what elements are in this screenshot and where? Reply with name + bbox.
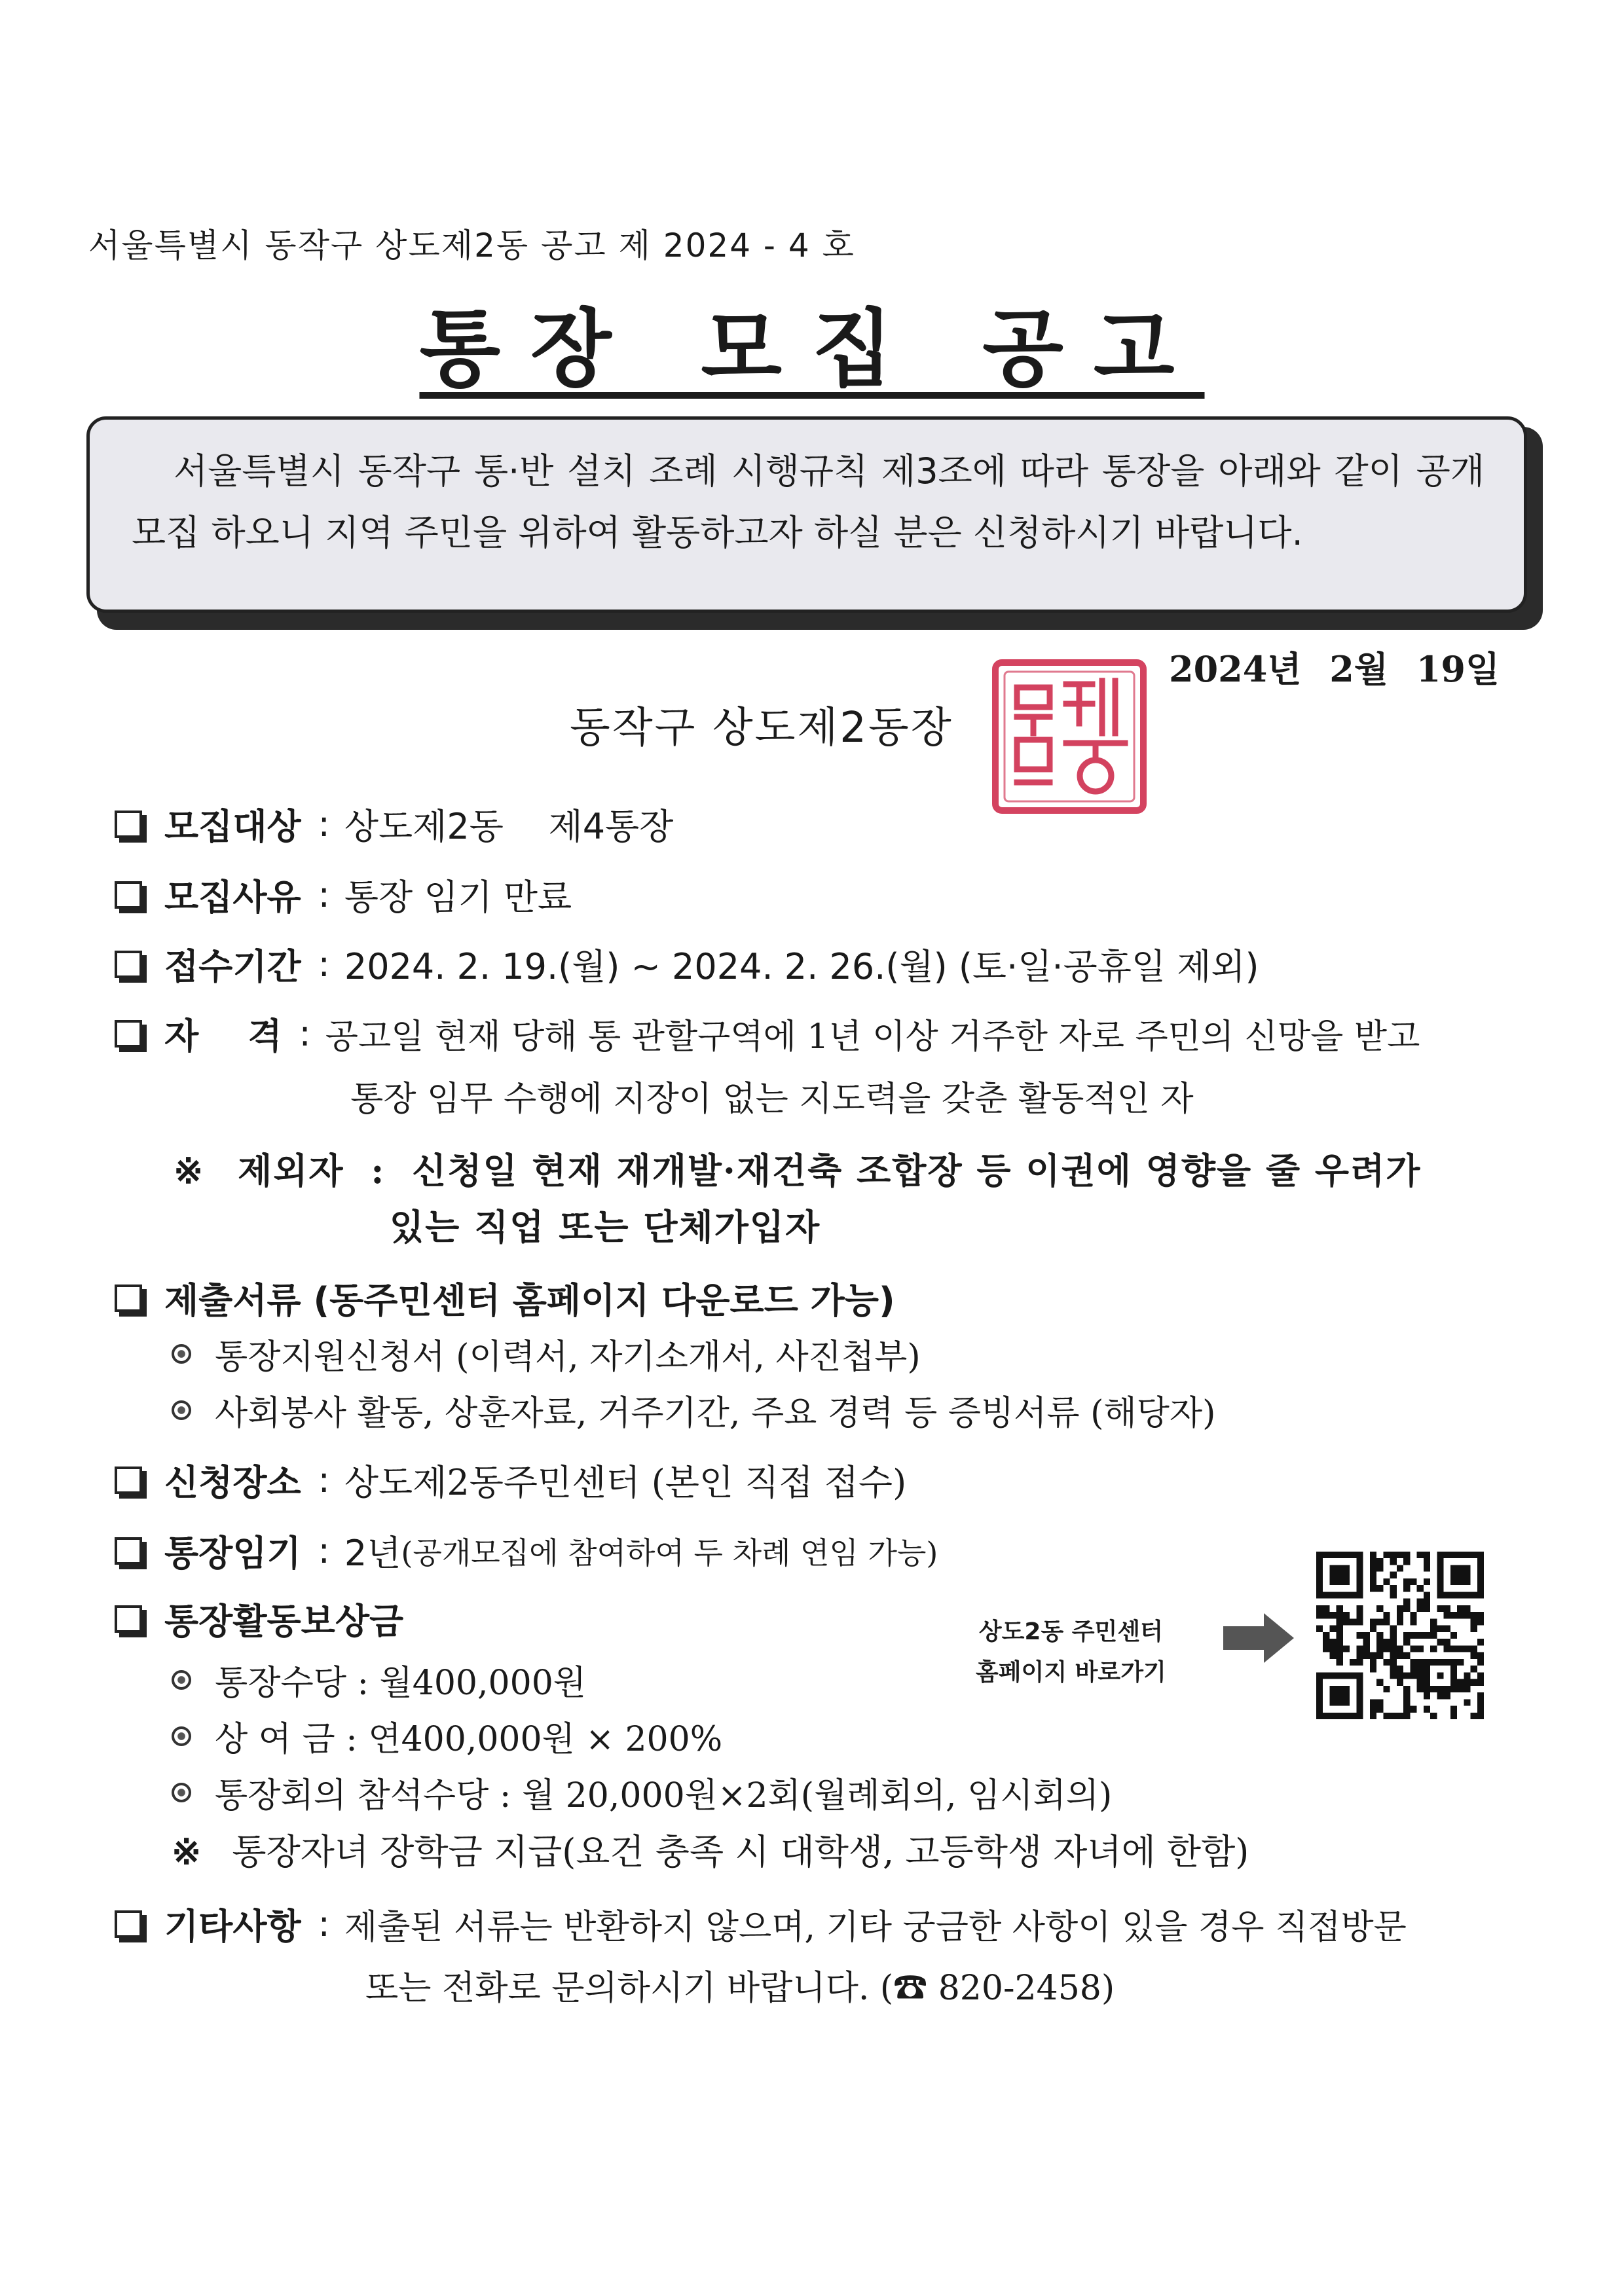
item-label: 기타사항 xyxy=(164,1906,301,1947)
term-value: 2년 xyxy=(344,1533,401,1574)
term-note: (공개모집에 참여하여 두 차례 연임 가능) xyxy=(401,1535,938,1571)
bullet-text: 사회봉사 활동, 상훈자료, 거주기간, 주요 경력 등 증빙서류 (해당자) xyxy=(215,1394,1216,1433)
document-number: 서울특별시 동작구 상도제2동 공고 제 2024 - 4 호 xyxy=(88,227,855,264)
compensation-bullet xyxy=(172,1768,1112,1817)
checkbox-icon xyxy=(115,1467,142,1494)
page-title: 통장 모집 공고 xyxy=(419,301,1205,398)
bullet-text: 통장수당 : 월400,000원 xyxy=(215,1664,587,1703)
qualification-line2: 통장 임무 수행에 지장이 없는 지도력을 갖춘 활동적인 자 xyxy=(350,1080,1194,1119)
item-value: 2024. 2. 19.(월) ~ 2024. 2. 26.(월) (토·일·공휴일 제외) xyxy=(344,946,1259,987)
bullet-text: 통장지원신청서 (이력서, 자기소개서, 사진첩부) xyxy=(215,1338,921,1377)
bullet-icon xyxy=(172,1344,191,1364)
item-label: 자 격 xyxy=(164,1015,282,1057)
qr-code-icon[interactable] xyxy=(1316,1552,1484,1719)
checkbox-icon xyxy=(115,1020,142,1048)
compensation-bullet xyxy=(172,1711,722,1760)
item-value-line1: 공고일 현재 당해 통 관할구역에 1년 이상 거주한 자로 주민의 신망을 받고 xyxy=(325,1017,1420,1057)
item-value: 통장 임기 만료 xyxy=(344,877,572,918)
issuer-name: 동작구 상도제2동장 xyxy=(570,704,953,752)
checkbox-icon xyxy=(115,811,142,838)
item-application-period: 접수기간 : 2024. 2. 19.(월) ~ 2024. 2. 26.(월) (토·일·공휴일 제외) xyxy=(115,939,1259,989)
bullet-icon xyxy=(172,1726,191,1746)
official-seal-icon xyxy=(987,655,1151,818)
item-label: 제출서류 (동주민센터 홈페이지 다운로드 가능) xyxy=(164,1280,895,1321)
scholarship-note-text: 통장자녀 장학금 지급(요건 충족 시 대학생, 고등학생 자녀에 한함) xyxy=(232,1831,1249,1872)
notice-date: 2024년 2월 19일 xyxy=(1169,648,1500,690)
item-label: 접수기간 xyxy=(164,946,301,987)
document-bullet xyxy=(172,1385,1215,1434)
item-other: 기타사항 : 제출된 서류는 반환하지 않으며, 기타 궁금한 사항이 있을 경우 직접방문 xyxy=(115,1899,1407,1949)
exclusion-note: ※ 제외자 : 신청일 현재 재개발·재건축 조합장 등 이권에 영향을 줄 우려가 xyxy=(174,1150,1422,1192)
item-qualification: 자 격 : 공고일 현재 당해 통 관할구역에 1년 이상 거주한 자로 주민의 신망을 받고 xyxy=(115,1008,1420,1059)
item-label: 통장임기 xyxy=(164,1533,301,1574)
scholarship-note xyxy=(172,1824,1249,1874)
notice-box xyxy=(86,416,1527,613)
notice-text: 서울특별시 동작구 통·반 설치 조례 시행규칙 제3조에 따라 통장을 아래와 같이 공개모집 하오니 지역 주민을 위하여 활동하고자 하실 분은 신청하시기 바랍니다. xyxy=(132,450,1485,553)
item-compensation xyxy=(115,1594,403,1644)
note-symbol: ※ xyxy=(172,1831,202,1872)
item-value: 상도제2동 제4통장 xyxy=(344,806,674,847)
other-line2: 또는 전화로 문의하시기 바랍니다. (☎ 820-2458) xyxy=(365,1969,1115,2008)
arrow-right-icon xyxy=(1223,1612,1295,1664)
item-value: 상도제2동주민센터 (본인 직접 접수) xyxy=(344,1462,907,1503)
bullet-text: 통장회의 참석수당 : 월 20,000원×2회(월례회의, 임시회의) xyxy=(215,1776,1113,1815)
bullet-icon xyxy=(172,1400,191,1420)
exclusion-line1: 신청일 현재 재개발·재건축 조합장 등 이권에 영향을 줄 우려가 xyxy=(412,1150,1422,1192)
item-recruit-target: 모집대상 : 상도제2동 제4통장 xyxy=(115,799,673,849)
qr-label-line1: 상도2동 주민센터 xyxy=(978,1618,1163,1645)
exclusion-label: 제외자 xyxy=(238,1150,344,1192)
qr-label xyxy=(976,1612,1166,1693)
item-application-place: 신청장소 : 상도제2동주민센터 (본인 직접 접수) xyxy=(115,1455,906,1505)
compensation-bullet xyxy=(172,1655,586,1704)
item-term: 통장임기 : 2년 (공개모집에 참여하여 두 차례 연임 가능) xyxy=(115,1525,938,1576)
item-documents xyxy=(115,1273,895,1323)
item-value-line1: 제출된 서류는 반환하지 않으며, 기타 궁금한 사항이 있을 경우 직접방문 xyxy=(344,1908,1407,1947)
checkbox-icon xyxy=(115,1285,142,1312)
bullet-icon xyxy=(172,1670,191,1690)
item-label: 모집사유 xyxy=(164,877,301,918)
exclusion-line2: 있는 직업 또는 단체가입자 xyxy=(390,1206,821,1248)
checkbox-icon xyxy=(115,1605,142,1633)
checkbox-icon xyxy=(115,951,142,978)
checkbox-icon xyxy=(115,1537,142,1565)
checkbox-icon xyxy=(115,1910,142,1938)
qr-label-line2: 홈페이지 바로가기 xyxy=(976,1659,1166,1686)
item-label: 통장활동보상금 xyxy=(164,1601,404,1642)
checkbox-icon xyxy=(115,881,142,909)
item-label: 신청장소 xyxy=(164,1462,301,1503)
item-recruit-reason: 모집사유 : 통장 임기 만료 xyxy=(115,869,572,920)
note-symbol: ※ xyxy=(174,1150,205,1192)
item-label: 모집대상 xyxy=(164,806,301,847)
bullet-text: 상 여 금 : 연400,000원 × 200% xyxy=(215,1720,723,1759)
bullet-icon xyxy=(172,1783,191,1802)
document-bullet xyxy=(172,1329,921,1378)
